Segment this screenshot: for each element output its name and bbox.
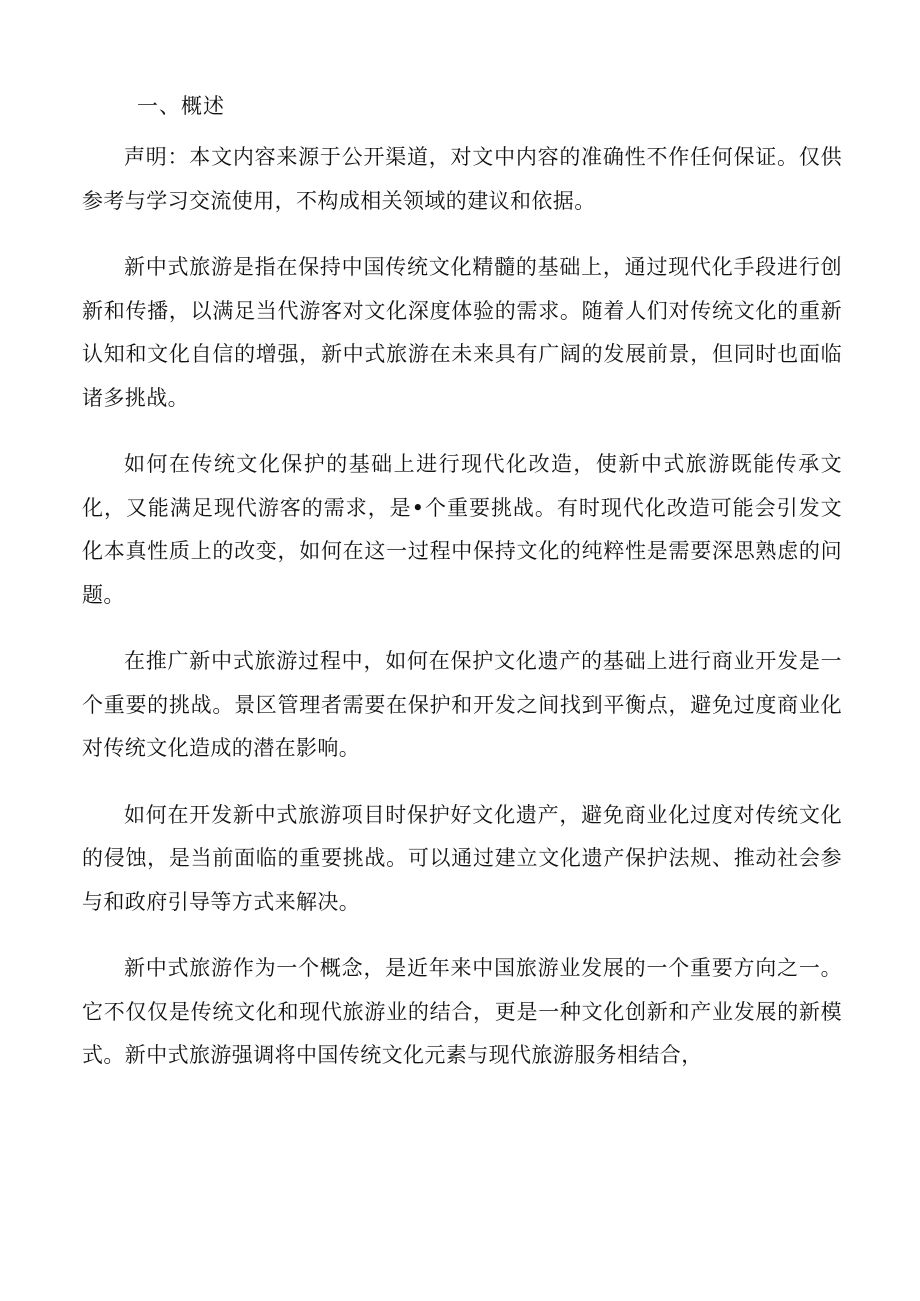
paragraph-commercial-development: 在推广新中式旅游过程中，如何在保护文化遗产的基础上进行商业开发是一个重要的挑战。景区管理者需要在保护和开发之间找到平衡点，避免过度商业化对传统文化造成的潜在影响。 bbox=[82, 649, 842, 760]
paragraph-concept: 新中式旅游作为一个概念，是近年来中国旅游业发展的一个重要方向之一。它不仅仅是传统文化和现代旅游业的结合，更是一种文化创新和产业发展的新模式。新中式旅游强调将中国传统文化元素与现代旅游服务相结合， bbox=[82, 956, 842, 1067]
section-heading: 一、概述 bbox=[137, 94, 225, 118]
document-body bbox=[82, 136, 842, 1101]
paragraph-definition: 新中式旅游是指在保持中国传统文化精髓的基础上，通过现代化手段进行创新和传播，以满足当代游客对文化深度体验的需求。随着人们对传统文化的重新认知和文化自信的增强，新中式旅游在未来具有广阔的发展前景，但同时也面临诸多挑战。 bbox=[82, 255, 842, 410]
paragraph-heritage-protection: 如何在开发新中式旅游项目时保护好文化遗产，避免商业化过度对传统文化的侵蚀，是当前面临的重要挑战。可以通过建立文化遗产保护法规、推动社会参与和政府引导等方式来解决。 bbox=[82, 802, 842, 914]
paragraph-modernization-challenge: 如何在传统文化保护的基础上进行现代化改造，使新中式旅游既能传承文化，又能满足现代游客的需求，是•个重要挑战。有时现代化改造可能会引发文化本真性质上的改变，如何在这一过程中保持文化的纯粹性是需要深思熟虑的问题。 bbox=[82, 452, 842, 607]
paragraph-disclaimer: 声明：本文内容来源于公开渠道，对文中内容的准确性不作任何保证。仅供参考与学习交流使用，不构成相关领域的建议和依据。 bbox=[82, 145, 842, 213]
